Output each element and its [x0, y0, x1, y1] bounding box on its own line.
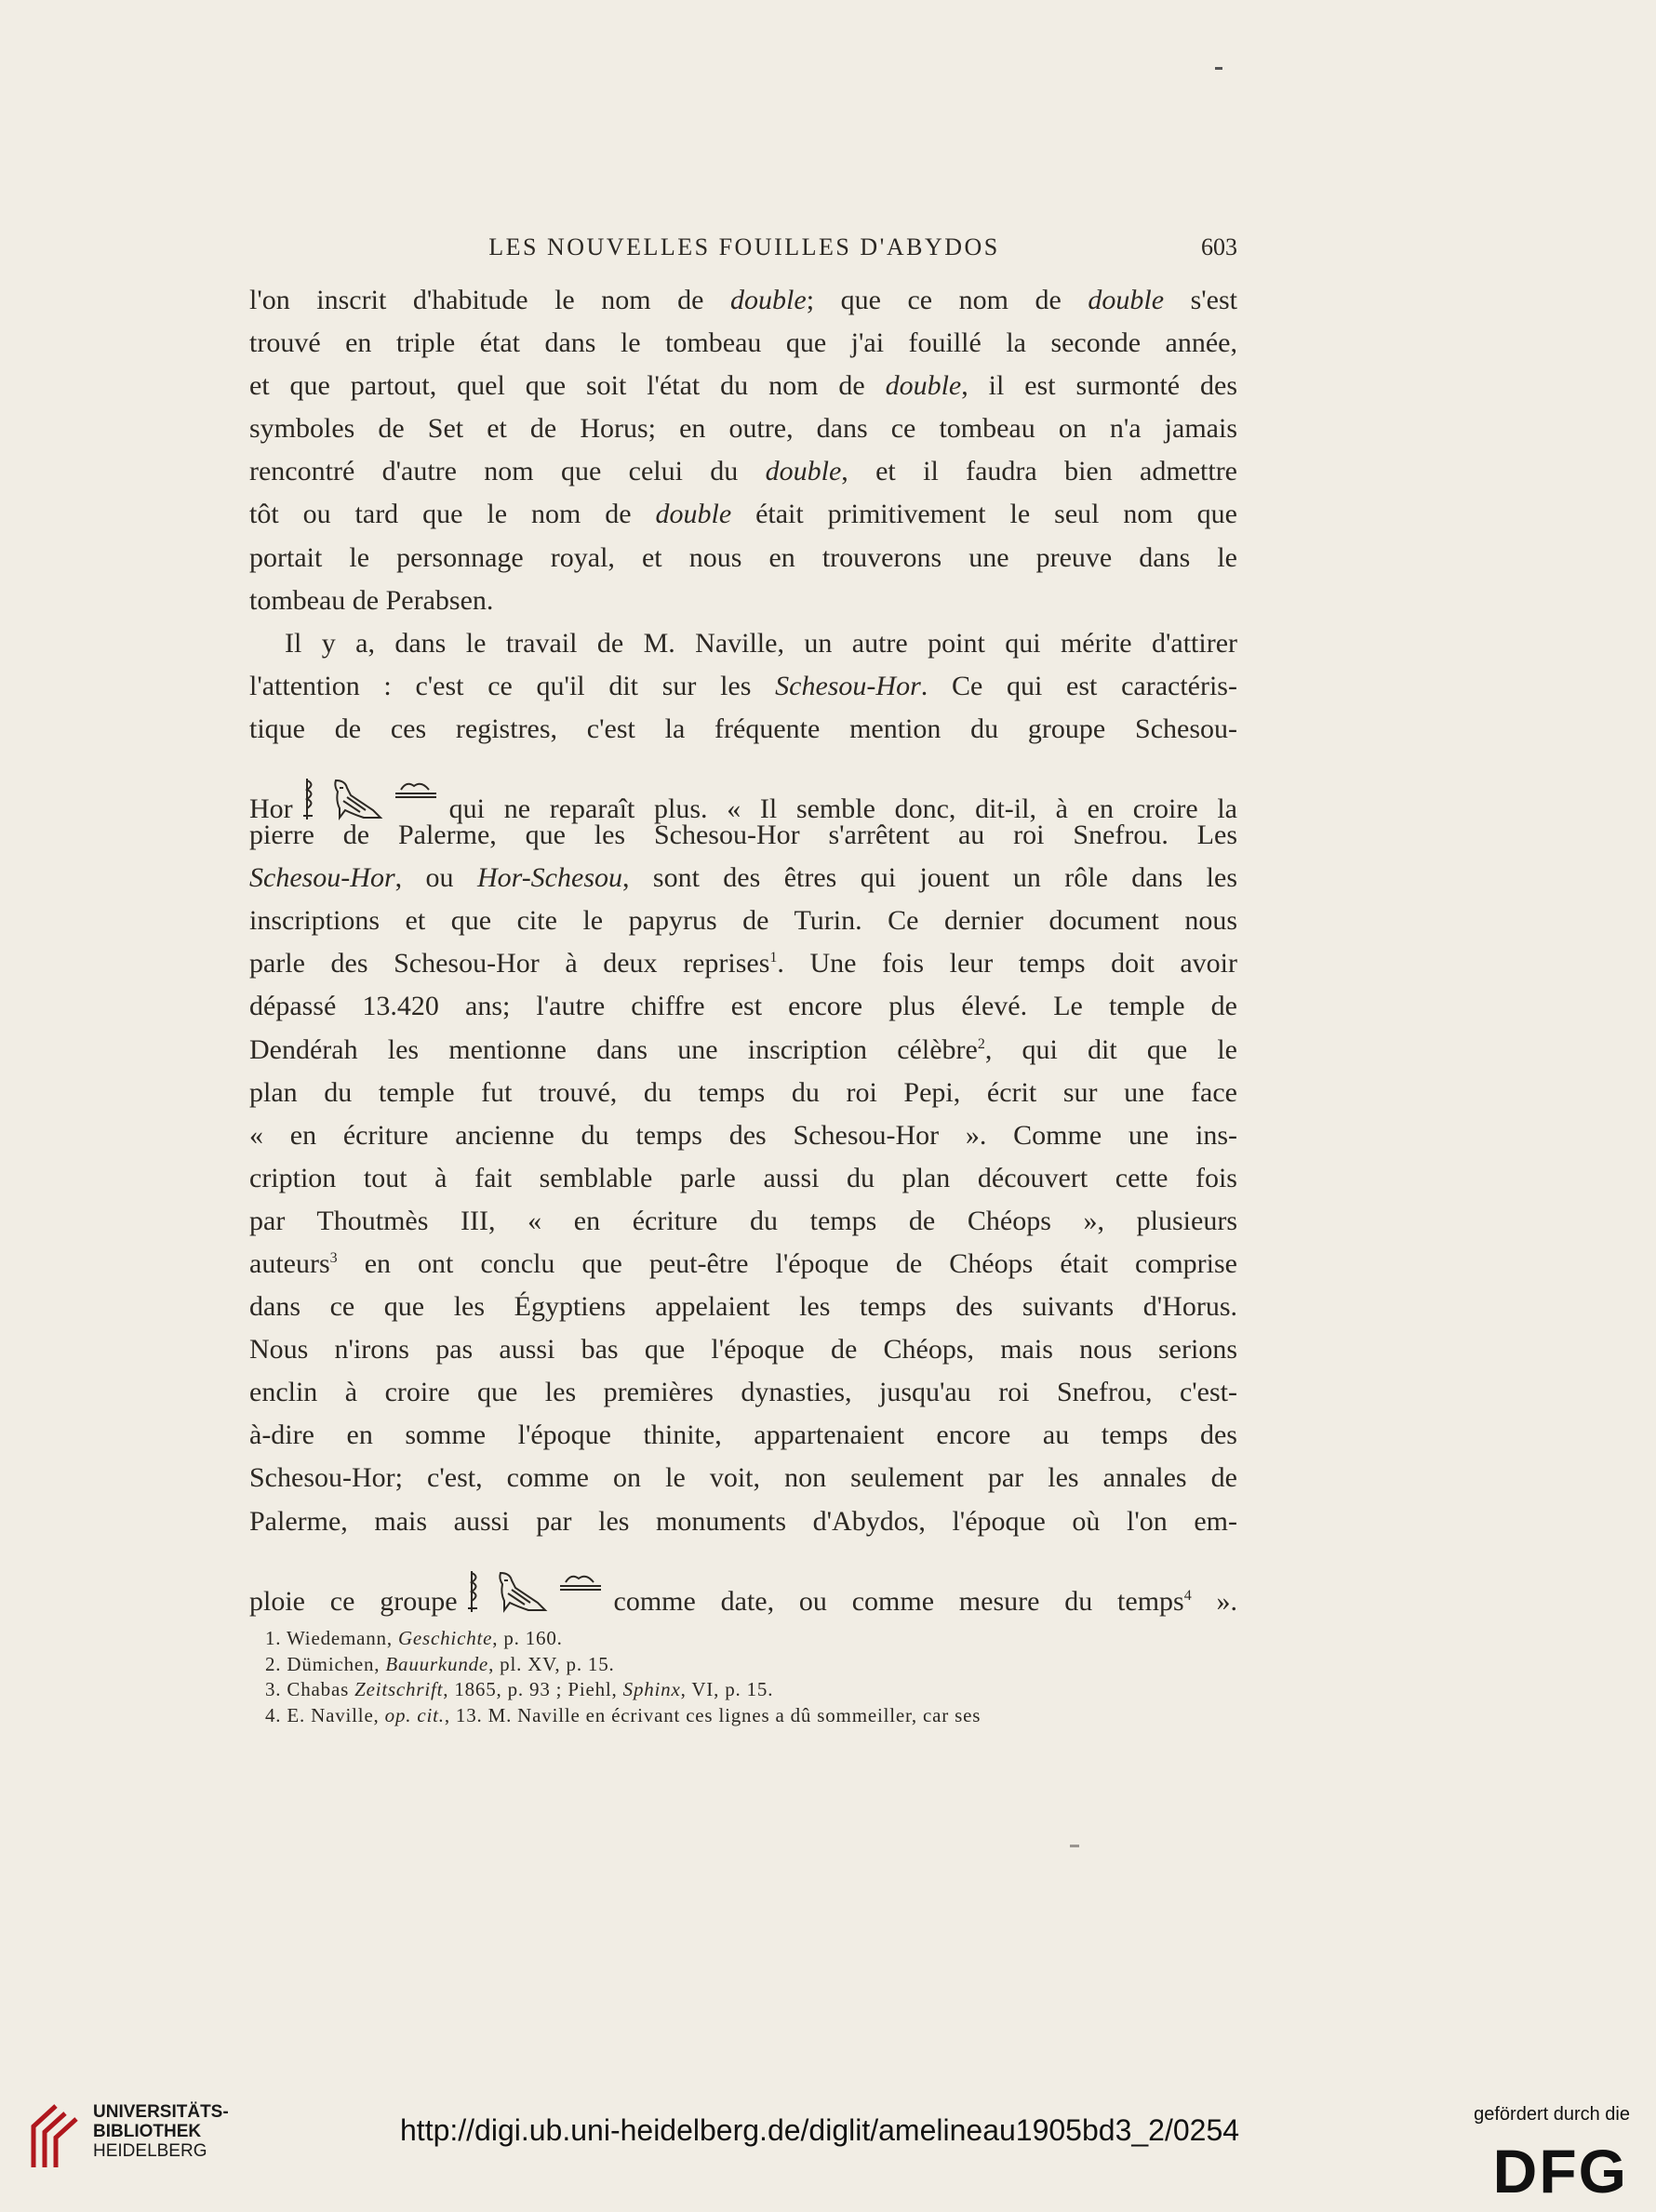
funding-caption: gefördert durch die: [1474, 2104, 1630, 2125]
text-line: tôt ou tard que le nom de double était primitivement le seul nom que: [249, 499, 1237, 530]
text-line: l'attention : c'est ce qu'il dit sur les Schesou-Hor. Ce qui est caractéris-: [249, 670, 1237, 701]
text-line: Palerme, mais aussi par les monuments d'Abydos, l'époque où l'on em-: [249, 1505, 1237, 1537]
text-line: ploie ce groupe comme date, ou comme mesure du temps$^4$ ».: [249, 1543, 1237, 1606]
page-number: 603: [1201, 233, 1237, 260]
text-line: à-dire en somme l'époque thinite, appartenaient encore au temps des: [249, 1419, 1237, 1451]
dfg-logo: DFG: [1492, 2137, 1628, 2205]
text-line: auteurs$^3$ en ont conclu que peut-être l'époque de Chéops était comprise: [249, 1247, 1237, 1279]
hieroglyph-group-icon: [463, 1567, 608, 1616]
footnote: 4. E. Naville, op. cit., 13. M. Naville en écrivant ces lignes a dû sommeiller, car ses: [265, 1703, 982, 1726]
print-mark: [1070, 1845, 1079, 1847]
text-line: Schesou-Hor, ou Hor-Schesou, sont des êtres qui jouent un rôle dans les: [249, 862, 1237, 894]
permalink-url[interactable]: http://digi.ub.uni-heidelberg.de/diglit/amelineau1905bd3_2/0254: [400, 2113, 1240, 2147]
text-line: portait le personnage royal, et nous en trouverons une preuve dans le: [249, 541, 1237, 573]
text-line: rencontré d'autre nom que celui du double, et il faudra bien admettre: [249, 456, 1238, 487]
text-line: Dendérah les mentionne dans une inscription célèbre$^2$, qui dit que le: [249, 1033, 1237, 1065]
footnote: 2. Dümichen, Bauurkunde, pl. XV, p. 15.: [265, 1652, 615, 1675]
text-line: dépassé 13.420 ans; l'autre chiffre est encore plus élevé. Le temple de: [249, 991, 1237, 1022]
digitization-footer: [0, 2074, 1656, 2212]
text-line: plan du temple fut trouvé, du temps du roi Pepi, écrit sur une face: [249, 1076, 1237, 1108]
text-line: trouvé en triple état dans le tombeau que j'ai fouillé la seconde année,: [249, 327, 1237, 359]
text-line: Nous n'irons pas aussi bas que l'époque de Chéops, mais nous serions: [249, 1334, 1237, 1366]
text-line: dans ce que les Égyptiens appelaient les temps des suivants d'Horus.: [249, 1291, 1237, 1323]
footnotes: [265, 1626, 1237, 1728]
library-name: UNIVERSITÄTS- BIBLIOTHEK HEIDELBERG: [93, 2102, 229, 2161]
text-line: par Thoutmès III, « en écriture du temps de Chéops », plusieurs: [249, 1205, 1237, 1236]
text-line: inscriptions et que cite le papyrus de Turin. Ce dernier document nous: [249, 905, 1237, 937]
university-library-logo-icon: [28, 2099, 86, 2178]
text-line: et que partout, quel que soit l'état du nom de double, il est surmonté des: [249, 370, 1237, 402]
footnote: 3. Chabas Zeitschrift, 1865, p. 93 ; Piehl, Sphinx, VI, p. 15.: [265, 1678, 774, 1700]
text-line: l'on inscrit d'habitude le nom de double; que ce nom de double s'est: [249, 285, 1238, 315]
text-line: tique de ces registres, c'est la fréquente mention du groupe Schesou-: [249, 713, 1237, 744]
text-line: symboles de Set et de Horus; en outre, dans ce tombeau on n'a jamais: [249, 413, 1237, 445]
text-line: Hor qui ne reparaît plus. « Il semble donc, dit-il, à en croire la: [249, 751, 1237, 814]
text-line: tombeau de Perabsen.: [249, 584, 494, 616]
text-line: enclin à croire que les premières dynasties, jusqu'au roi Snefrou, c'est-: [249, 1377, 1237, 1408]
text-line: Il y a, dans le travail de M. Naville, un autre point qui mérite d'attirer: [285, 627, 1237, 659]
text-line: cription tout à fait semblable parle aussi du plan découvert cette fois: [249, 1162, 1237, 1193]
page-header: [251, 230, 1237, 267]
body-text: [249, 279, 1238, 1617]
print-mark: [1215, 67, 1222, 70]
running-title: LES NOUVELLES FOUILLES D'ABYDOS: [488, 233, 1000, 260]
text-line: parle des Schesou-Hor à deux reprises$^1$. Une fois leur temps doit avoir: [249, 948, 1237, 979]
text-line: pierre de Palerme, que les Schesou-Hor s'arrêtent au roi Snefrou. Les: [249, 820, 1237, 851]
text-line: Schesou-Hor; c'est, comme on le voit, non seulement par les annales de: [249, 1462, 1237, 1494]
text-line: « en écriture ancienne du temps des Schesou-Hor ». Comme une ins-: [249, 1119, 1237, 1151]
footnote: 1. Wiedemann, Geschichte, p. 160.: [265, 1627, 563, 1649]
